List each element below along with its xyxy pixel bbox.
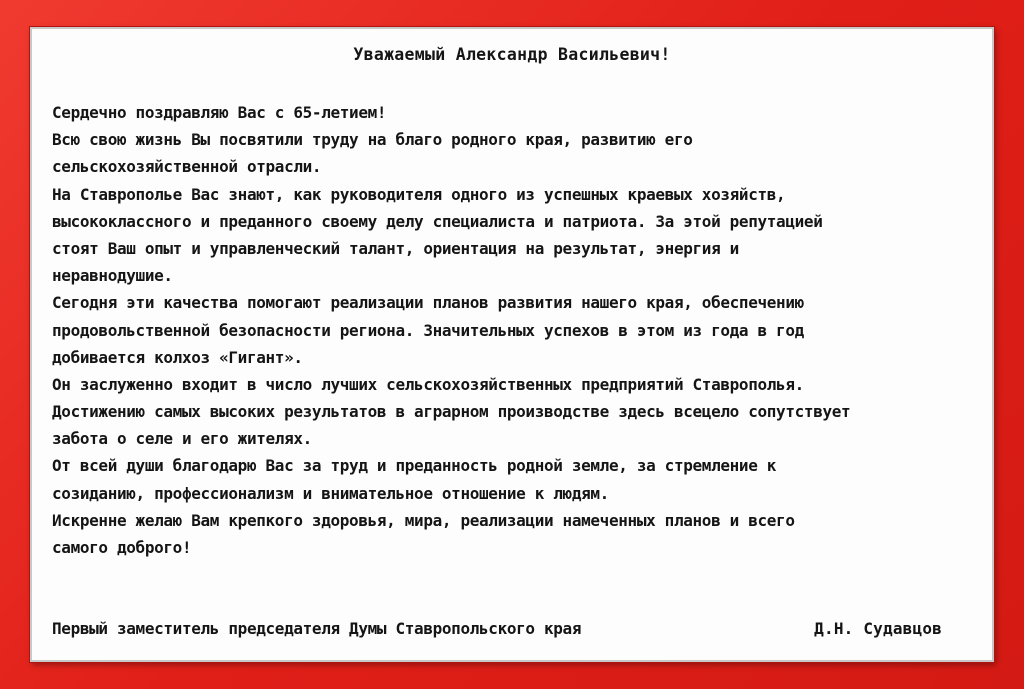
letter-line: Сегодня эти качества помогают реализации планов развития нашего края, обеспечению [52, 293, 804, 313]
letter-paper [30, 27, 994, 662]
signature-block [52, 617, 942, 641]
letter-line: продовольственной безопасности региона. Значительных успехов в этом из года в год [52, 320, 804, 340]
letter-line: стоят Ваш опыт и управленческий талант, ориентация на результат, энергия и [52, 238, 739, 258]
letter-line: Сердечно поздравляю Вас с 65-летием! [52, 103, 387, 122]
letter-line: забота о селе и его жителях. [52, 429, 312, 449]
letter-line: добивается колхоз «Гигант». [52, 347, 303, 367]
letter-line: Всю свою жизнь Вы посвятили труду на благо родного края, развитию его [52, 130, 693, 150]
letter-line: На Ставрополье Вас знают, как руководителя одного из успешных краевых хозяйств, [52, 184, 786, 204]
letter-line: высококлассного и преданного своему делу специалиста и патриота. За этой репутацией [52, 211, 823, 231]
letter-line: Достижению самых высоких результатов в аграрном производстве здесь всецело сопутствует [52, 402, 851, 422]
letter-line: сельскохозяйственной отрасли. [52, 157, 322, 177]
letter-line: созиданию, профессионализм и внимательное отношение к людям. [52, 483, 609, 503]
letter-line: Он заслуженно входит в число лучших сельскохозяйственных предприятий Ставрополья. [52, 374, 804, 394]
signature-name: Д.Н. Судавцов [814, 619, 942, 638]
letter-line: От всей души благодарю Вас за труд и преданность родной земле, за стремление к [52, 456, 777, 476]
letter-line: самого доброго! [52, 538, 192, 557]
letter-line: Искренне желаю Вам крепкого здоровья, мира, реализации намеченных планов и всего [52, 510, 795, 530]
signature-title: Первый заместитель председателя Думы Ставропольского края [52, 619, 582, 638]
letter-greeting: Уважаемый Александр Васильевич! [353, 45, 671, 64]
letter-line: неравнодушие. [52, 266, 173, 286]
letter-body [52, 99, 982, 561]
